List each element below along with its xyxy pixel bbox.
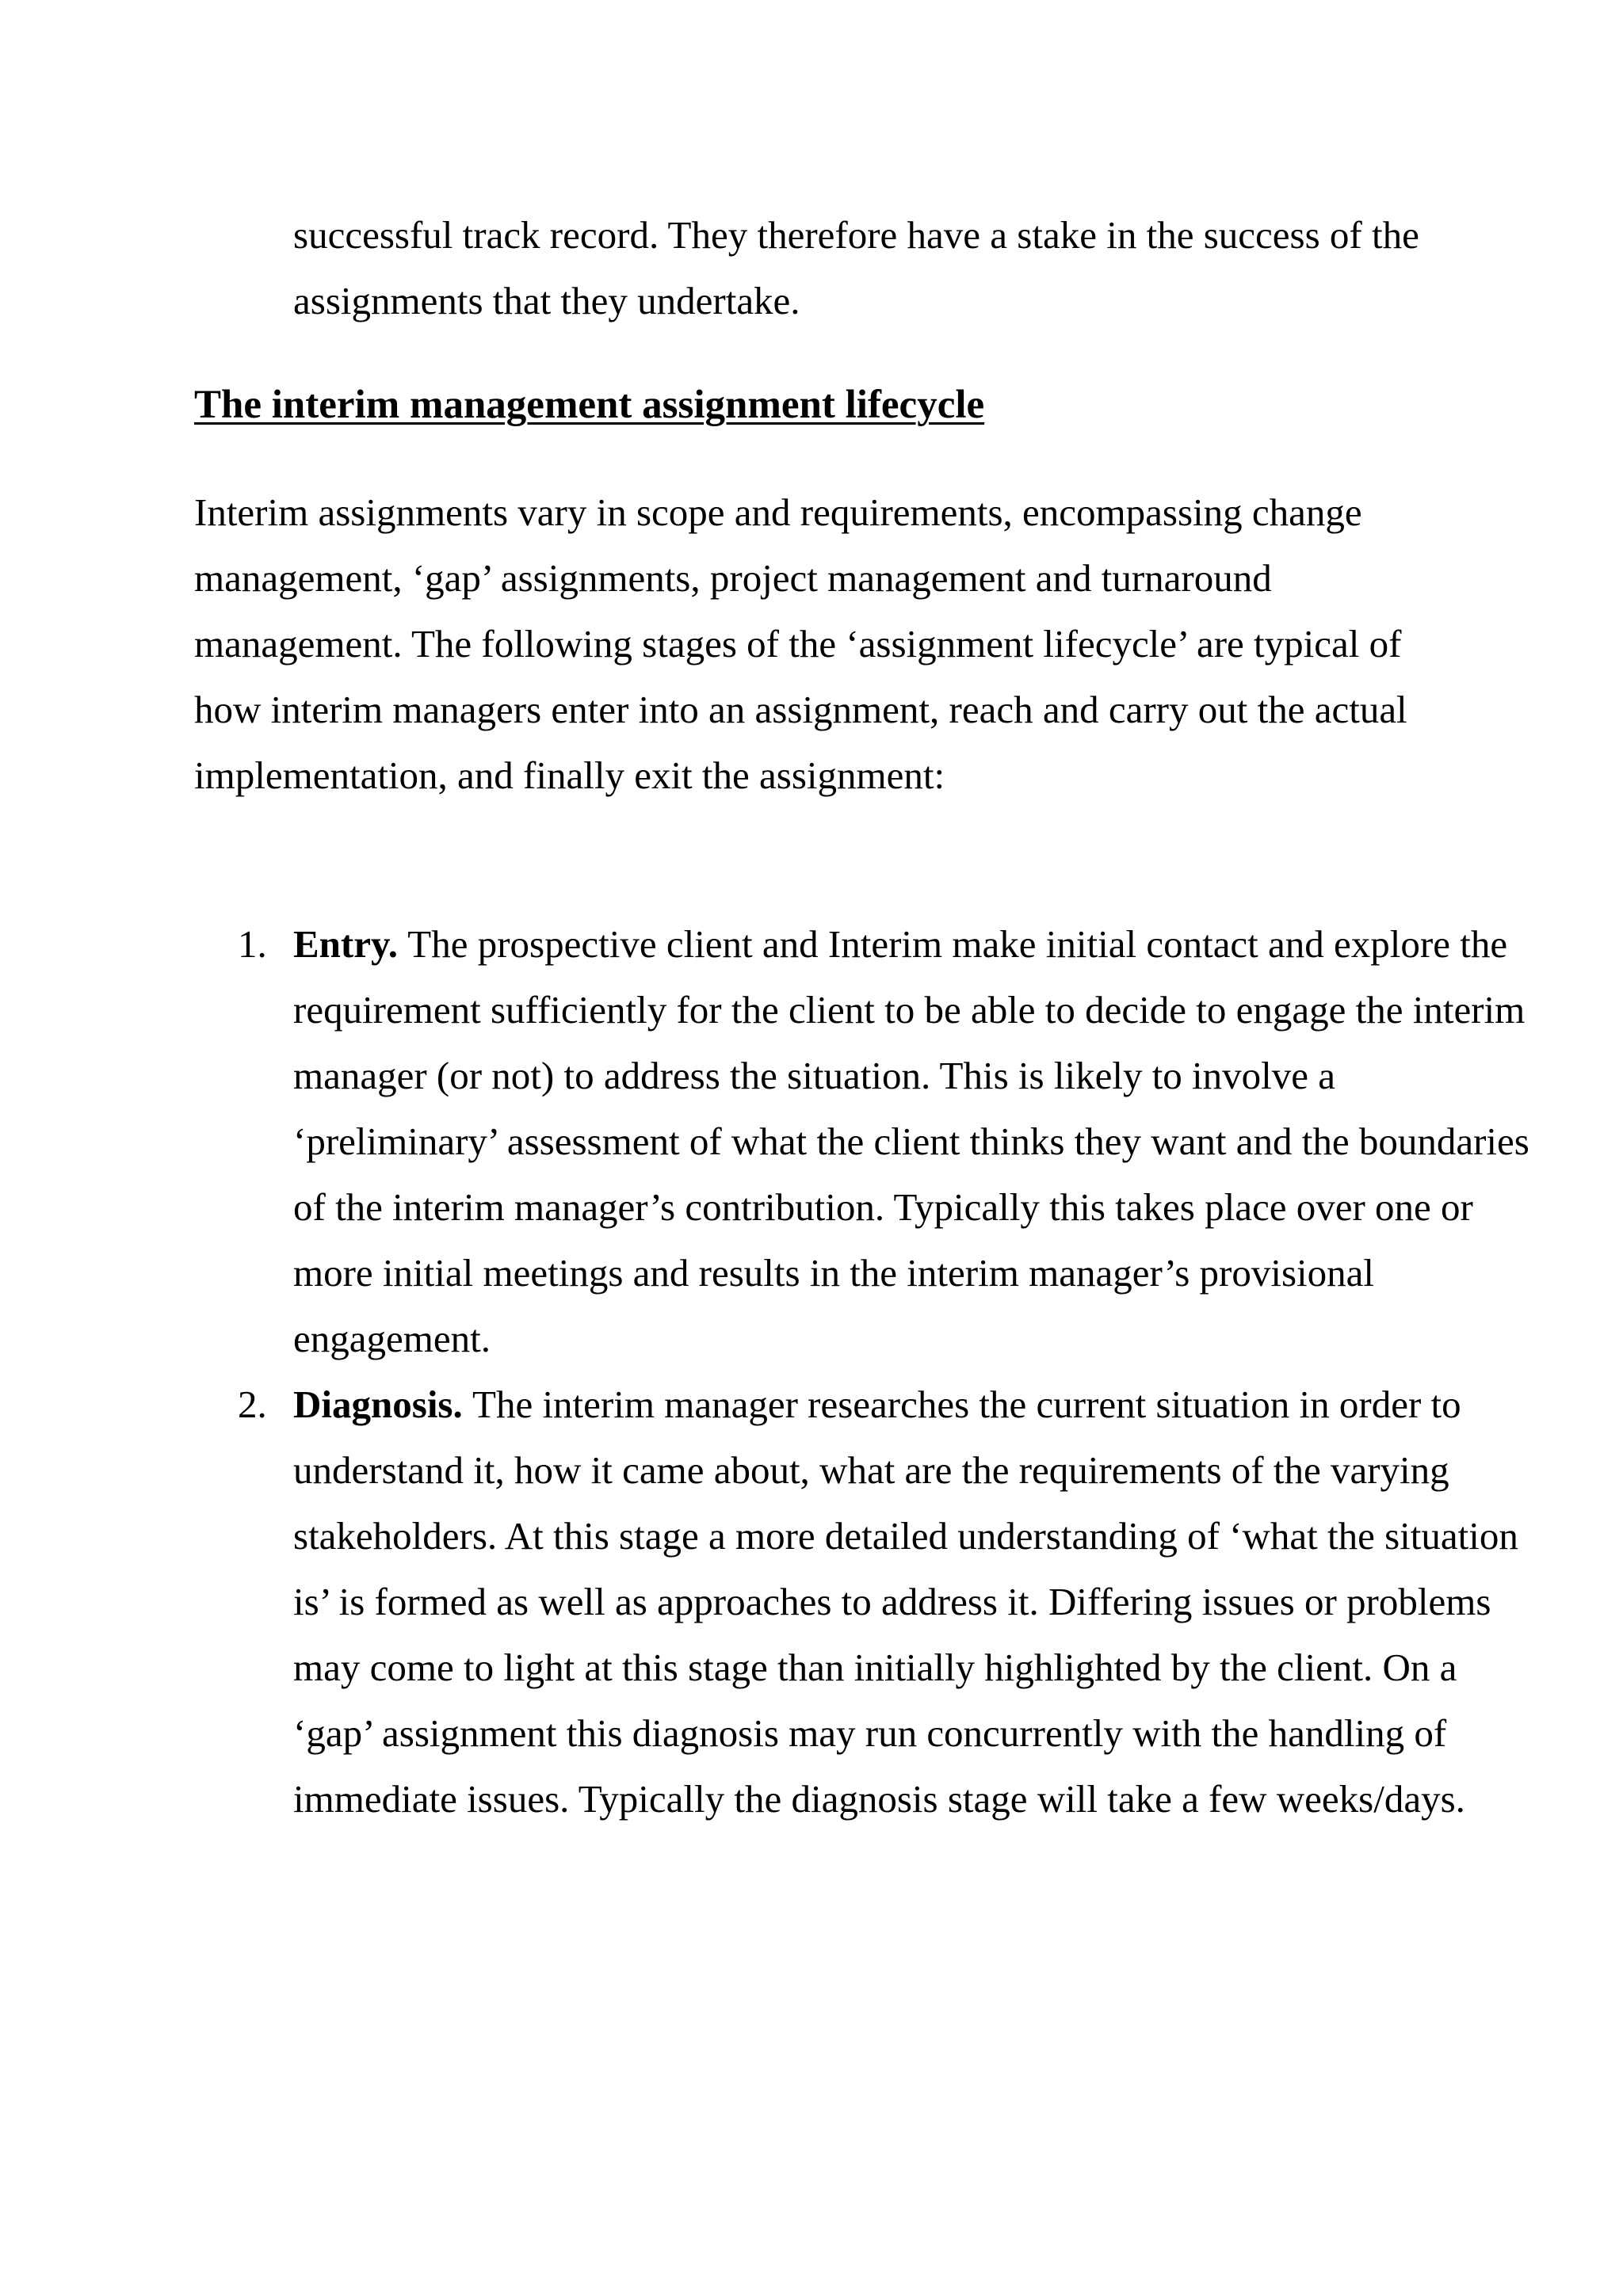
stage-body: The prospective client and Interim make initial contact and explore the requirement sufficiently for the client to be able to decide to engage the interim manager (or not) to address the situation. This is likely to involve a ‘preliminary’ assessment of what the client thinks they want and the boundaries of the interim manager’s contribution. Typically this takes place over one or more initial meetings and results in the interim manager’s provisional engagement. — [293, 922, 1529, 1360]
stage-title: Entry. — [293, 922, 408, 966]
stage-number: 2. — [238, 1383, 267, 1426]
stage-body: The interim manager researches the current situation in order to understand it, how it came about, what are the requirements of the varying stakeholders. At this stage a more detailed understanding of ‘what the situation is’ is formed as well as approaches to address it. Differing issues or problems may come to light at this stage than initially highlighted by the client. On a ‘gap’ assignment this diagnosis may run concurrently with the handling of immediate issues. Typically the diagnosis stage will take a few weeks/days. — [293, 1383, 1518, 1821]
continuation-paragraph: successful track record. They therefore have a stake in the success of the assignments that they undertake. — [293, 213, 1419, 322]
stage-number: 1. — [238, 922, 267, 966]
stage-title: Diagnosis. — [293, 1383, 473, 1426]
intro-paragraph: Interim assignments vary in scope and requirements, encompassing change management, ‘gap’ assignments, project management and turnaround management. The following stages of the ‘assignment lifecycle’ are typical of how interim managers enter into an assignment, reach and carry out the actual implementation, and finally exit the assignment: — [194, 490, 1407, 797]
stage-list — [194, 911, 1541, 1832]
stage-item-diagnosis — [194, 1371, 1529, 1832]
stage-item-entry — [194, 911, 1529, 1371]
section-heading: The interim management assignment lifecycle — [194, 383, 985, 427]
